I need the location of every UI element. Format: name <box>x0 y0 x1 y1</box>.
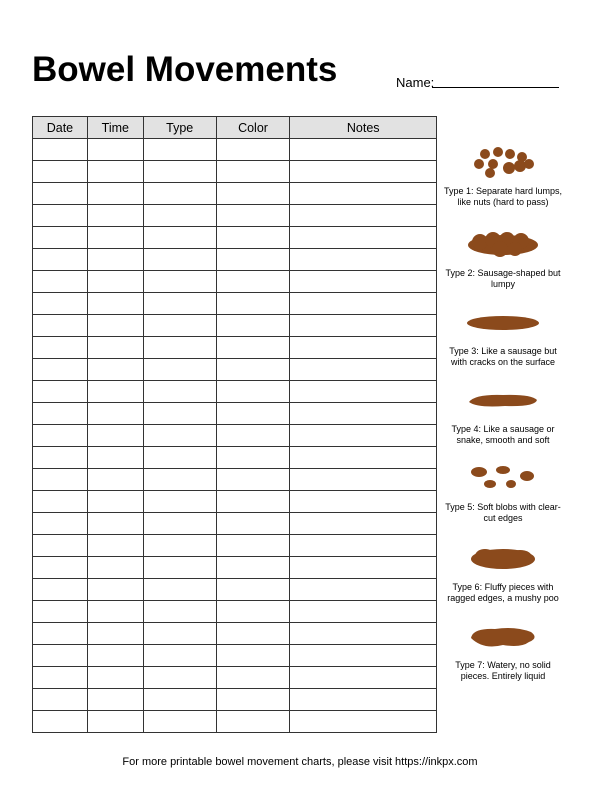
table-cell[interactable] <box>87 711 143 733</box>
table-cell[interactable] <box>143 249 216 271</box>
table-row <box>33 513 437 535</box>
stool-type-5-icon <box>465 462 541 496</box>
table-cell[interactable] <box>290 645 437 667</box>
table-row <box>33 535 437 557</box>
table-cell[interactable] <box>290 161 437 183</box>
col-date: Date <box>33 117 88 139</box>
table-cell[interactable] <box>87 513 143 535</box>
table-cell[interactable] <box>87 645 143 667</box>
table-cell[interactable] <box>33 535 88 557</box>
table-cell[interactable] <box>33 227 88 249</box>
table-cell[interactable] <box>143 271 216 293</box>
table-row <box>33 205 437 227</box>
table-cell[interactable] <box>290 491 437 513</box>
table-cell[interactable] <box>33 205 88 227</box>
table-cell[interactable] <box>33 557 88 579</box>
table-cell[interactable] <box>33 645 88 667</box>
table-cell[interactable] <box>143 381 216 403</box>
table-cell[interactable] <box>216 601 290 623</box>
table-cell[interactable] <box>216 535 290 557</box>
table-cell[interactable] <box>216 491 290 513</box>
stool-type-4 <box>440 384 566 446</box>
table-cell[interactable] <box>33 469 88 491</box>
table-cell[interactable] <box>33 139 88 161</box>
table-cell[interactable] <box>87 689 143 711</box>
table-cell[interactable] <box>33 315 88 337</box>
table-cell[interactable] <box>87 183 143 205</box>
table-cell[interactable] <box>290 601 437 623</box>
table-cell[interactable] <box>87 601 143 623</box>
table-row <box>33 447 437 469</box>
name-label: Name: <box>396 75 435 90</box>
table-cell[interactable] <box>143 469 216 491</box>
table-cell[interactable] <box>87 535 143 557</box>
table-cell[interactable] <box>290 315 437 337</box>
col-time: Time <box>87 117 143 139</box>
table-cell[interactable] <box>216 183 290 205</box>
table-cell[interactable] <box>290 623 437 645</box>
table-cell[interactable] <box>143 139 216 161</box>
table-cell[interactable] <box>33 667 88 689</box>
table-cell[interactable] <box>33 359 88 381</box>
stool-type-7 <box>440 620 566 682</box>
table-row <box>33 139 437 161</box>
table-cell[interactable] <box>87 381 143 403</box>
table-cell[interactable] <box>216 315 290 337</box>
table-row <box>33 667 437 689</box>
table-cell[interactable] <box>216 227 290 249</box>
stool-type-1-icon <box>465 146 541 180</box>
table-cell[interactable] <box>143 689 216 711</box>
table-row <box>33 161 437 183</box>
stool-type-label: Type 5: Soft blobs with clear-cut edges <box>445 502 561 523</box>
stool-type-label: Type 3: Like a sausage but with cracks on the surface <box>449 346 557 367</box>
table-cell[interactable] <box>143 227 216 249</box>
table-cell[interactable] <box>87 557 143 579</box>
table-cell[interactable] <box>216 249 290 271</box>
stool-type-3-icon <box>465 306 541 340</box>
table-cell[interactable] <box>143 645 216 667</box>
table-row <box>33 293 437 315</box>
table-cell[interactable] <box>143 535 216 557</box>
table-cell[interactable] <box>33 579 88 601</box>
table-row <box>33 689 437 711</box>
table-cell[interactable] <box>143 557 216 579</box>
table-row <box>33 469 437 491</box>
stool-type-6 <box>440 542 566 604</box>
table-cell[interactable] <box>87 205 143 227</box>
table-cell[interactable] <box>216 447 290 469</box>
log-table <box>32 116 437 733</box>
table-cell[interactable] <box>143 667 216 689</box>
table-cell[interactable] <box>87 315 143 337</box>
table-cell[interactable] <box>87 469 143 491</box>
table-cell[interactable] <box>87 667 143 689</box>
table-cell[interactable] <box>143 491 216 513</box>
table-cell[interactable] <box>87 271 143 293</box>
table-cell[interactable] <box>87 139 143 161</box>
table-cell[interactable] <box>87 579 143 601</box>
table-row <box>33 491 437 513</box>
table-cell[interactable] <box>33 689 88 711</box>
table-row <box>33 403 437 425</box>
page-title: Bowel Movements <box>32 50 338 89</box>
table-cell[interactable] <box>33 403 88 425</box>
table-cell[interactable] <box>143 315 216 337</box>
table-cell[interactable] <box>216 425 290 447</box>
table-row <box>33 359 437 381</box>
stool-type-6-icon <box>465 542 541 576</box>
table-cell[interactable] <box>87 491 143 513</box>
table-cell[interactable] <box>33 337 88 359</box>
table-row <box>33 645 437 667</box>
table-cell[interactable] <box>216 337 290 359</box>
table-cell[interactable] <box>290 205 437 227</box>
table-row <box>33 711 437 733</box>
table-cell[interactable] <box>290 293 437 315</box>
table-cell[interactable] <box>87 447 143 469</box>
table-cell[interactable] <box>143 183 216 205</box>
col-notes: Notes <box>290 117 437 139</box>
table-cell[interactable] <box>143 425 216 447</box>
table-cell[interactable] <box>33 711 88 733</box>
table-cell[interactable] <box>33 271 88 293</box>
stool-type-2 <box>440 228 566 290</box>
stool-type-label: Type 2: Sausage-shaped but lumpy <box>445 268 561 289</box>
table-cell[interactable] <box>87 623 143 645</box>
table-cell[interactable] <box>33 601 88 623</box>
table-cell[interactable] <box>143 359 216 381</box>
table-cell[interactable] <box>87 161 143 183</box>
table-cell[interactable] <box>216 513 290 535</box>
table-cell[interactable] <box>33 425 88 447</box>
col-color: Color <box>216 117 290 139</box>
table-row <box>33 623 437 645</box>
table-cell[interactable] <box>143 601 216 623</box>
table-cell[interactable] <box>290 249 437 271</box>
table-row <box>33 183 437 205</box>
table-cell[interactable] <box>216 667 290 689</box>
table-cell[interactable] <box>87 359 143 381</box>
table-cell[interactable] <box>33 161 88 183</box>
table-cell[interactable] <box>290 447 437 469</box>
table-cell[interactable] <box>290 711 437 733</box>
stool-type-3 <box>440 306 566 368</box>
table-cell[interactable] <box>143 161 216 183</box>
stool-type-5 <box>440 462 566 524</box>
table-cell[interactable] <box>33 513 88 535</box>
stool-type-label: Type 7: Watery, no solid pieces. Entirely liquid <box>455 660 551 681</box>
table-row <box>33 249 437 271</box>
table-cell[interactable] <box>216 359 290 381</box>
stool-type-4-icon <box>465 384 541 418</box>
table-cell[interactable] <box>290 271 437 293</box>
table-cell[interactable] <box>87 425 143 447</box>
stool-type-2-icon <box>465 228 541 262</box>
table-cell[interactable] <box>143 447 216 469</box>
table-cell[interactable] <box>216 205 290 227</box>
table-cell[interactable] <box>87 227 143 249</box>
table-cell[interactable] <box>216 623 290 645</box>
table-row <box>33 557 437 579</box>
footer-text: For more printable bowel movement charts, please visit https://inkpx.com <box>122 756 478 768</box>
table-cell[interactable] <box>290 337 437 359</box>
table-cell[interactable] <box>290 227 437 249</box>
table-cell[interactable] <box>33 381 88 403</box>
table-cell[interactable] <box>290 381 437 403</box>
table-cell[interactable] <box>290 557 437 579</box>
stool-type-label: Type 6: Fluffy pieces with ragged edges, a mushy poo <box>447 582 559 603</box>
table-cell[interactable] <box>290 579 437 601</box>
table-row <box>33 381 437 403</box>
table-cell[interactable] <box>33 623 88 645</box>
table-cell[interactable] <box>143 623 216 645</box>
table-cell[interactable] <box>143 711 216 733</box>
table-cell[interactable] <box>33 491 88 513</box>
table-cell[interactable] <box>87 249 143 271</box>
table-cell[interactable] <box>143 293 216 315</box>
stool-type-1 <box>440 146 566 208</box>
table-row <box>33 271 437 293</box>
table-cell[interactable] <box>290 513 437 535</box>
table-cell[interactable] <box>143 337 216 359</box>
table-cell[interactable] <box>216 293 290 315</box>
stool-type-label: Type 1: Separate hard lumps, like nuts (hard to pass) <box>443 186 563 207</box>
table-cell[interactable] <box>290 667 437 689</box>
table-cell[interactable] <box>216 403 290 425</box>
table-row <box>33 579 437 601</box>
stool-type-7-icon <box>465 620 541 654</box>
table-row <box>33 227 437 249</box>
table-cell[interactable] <box>290 535 437 557</box>
table-row <box>33 601 437 623</box>
table-cell[interactable] <box>33 249 88 271</box>
table-cell[interactable] <box>87 403 143 425</box>
name-field[interactable] <box>432 87 559 88</box>
table-cell[interactable] <box>290 689 437 711</box>
stool-type-label: Type 4: Like a sausage or snake, smooth and soft <box>451 424 555 445</box>
table-cell[interactable] <box>216 645 290 667</box>
table-cell[interactable] <box>216 161 290 183</box>
table-cell[interactable] <box>290 183 437 205</box>
col-type: Type <box>143 117 216 139</box>
table-cell[interactable] <box>290 425 437 447</box>
table-cell[interactable] <box>143 403 216 425</box>
table-cell[interactable] <box>290 403 437 425</box>
table-row <box>33 425 437 447</box>
table-cell[interactable] <box>290 469 437 491</box>
table-cell[interactable] <box>143 579 216 601</box>
table-cell[interactable] <box>143 205 216 227</box>
table-cell[interactable] <box>87 337 143 359</box>
table-header <box>33 117 437 139</box>
table-cell[interactable] <box>216 139 290 161</box>
table-cell[interactable] <box>216 557 290 579</box>
table-cell[interactable] <box>33 447 88 469</box>
table-cell[interactable] <box>87 293 143 315</box>
table-cell[interactable] <box>143 513 216 535</box>
table-row <box>33 315 437 337</box>
table-cell[interactable] <box>216 381 290 403</box>
table-cell[interactable] <box>216 271 290 293</box>
table-cell[interactable] <box>216 711 290 733</box>
table-row <box>33 337 437 359</box>
table-cell[interactable] <box>33 183 88 205</box>
table-cell[interactable] <box>290 139 437 161</box>
table-cell[interactable] <box>216 579 290 601</box>
table-cell[interactable] <box>33 293 88 315</box>
table-cell[interactable] <box>216 469 290 491</box>
table-cell[interactable] <box>290 359 437 381</box>
table-cell[interactable] <box>216 689 290 711</box>
